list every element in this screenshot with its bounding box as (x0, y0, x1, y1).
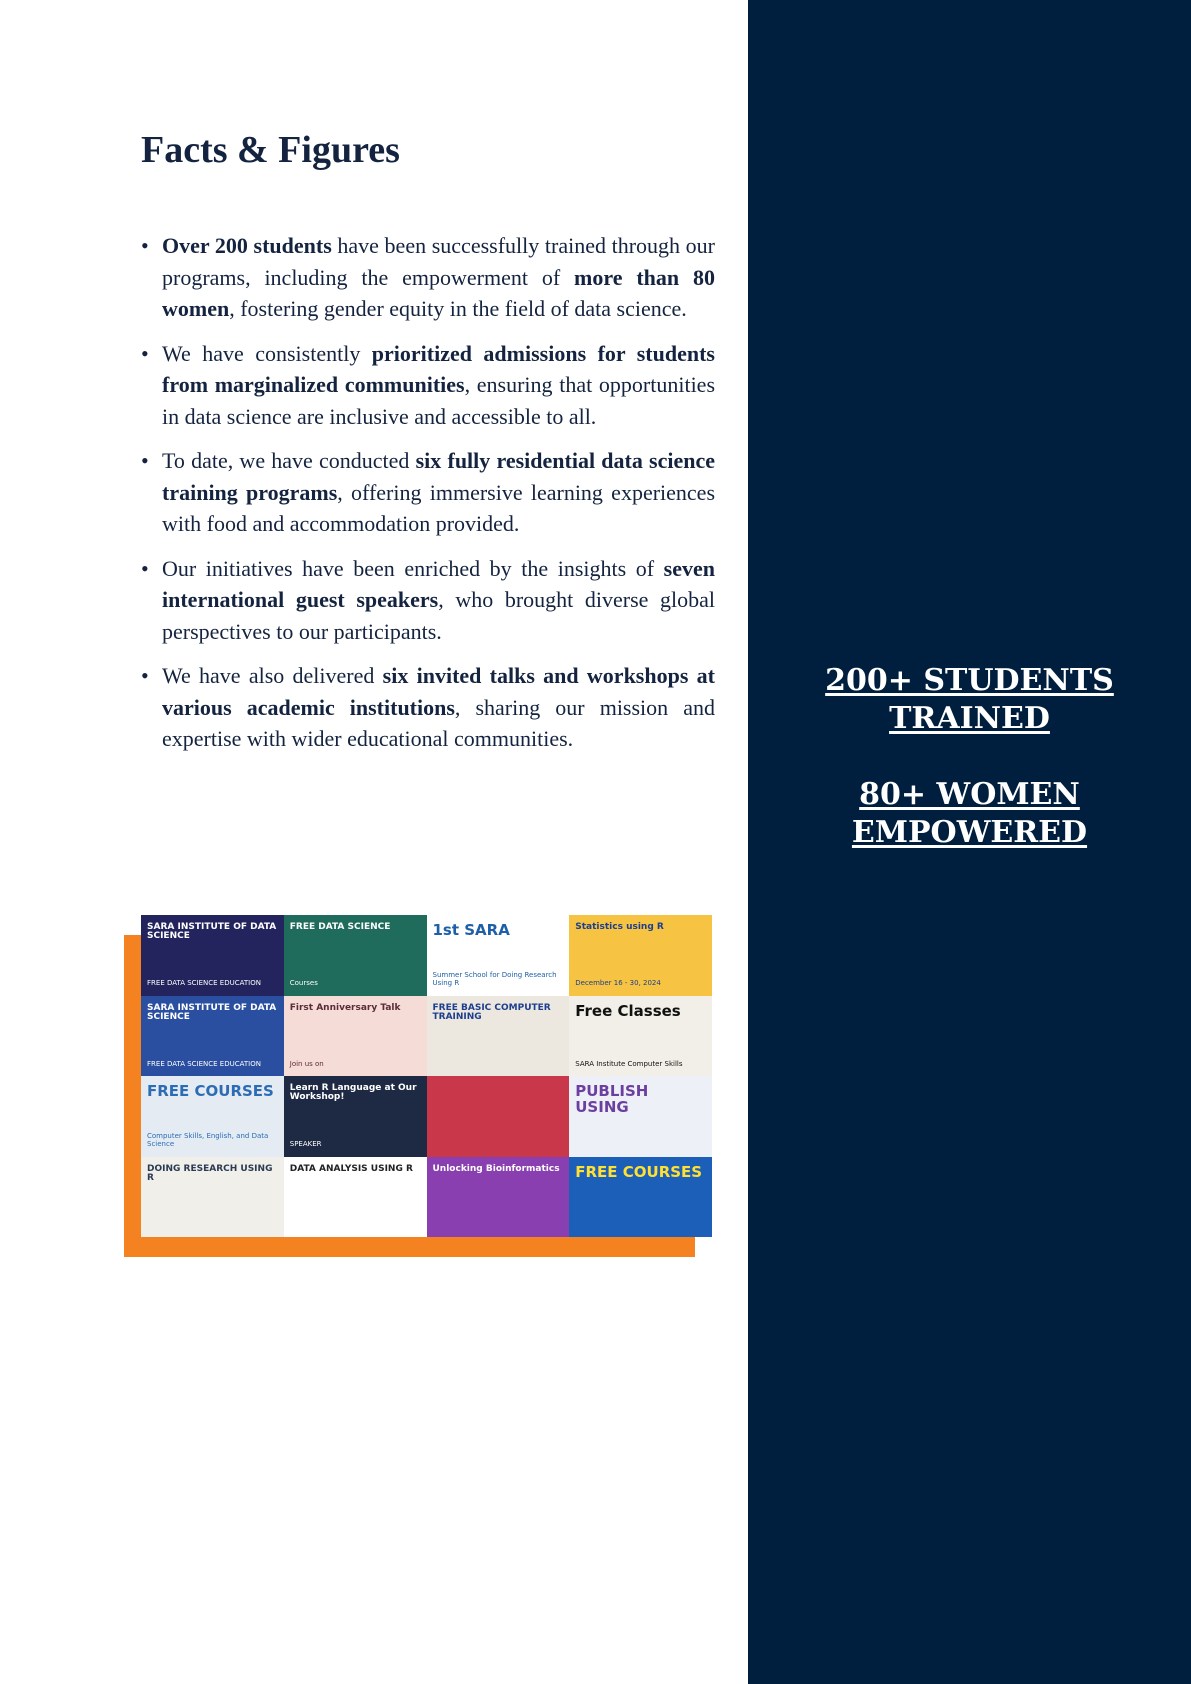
flyer-title: DOING RESEARCH USING R (147, 1163, 273, 1183)
flyer-tile (284, 1157, 427, 1238)
bullet-icon: • (141, 233, 149, 258)
fact-text: Our initiatives have been enriched by the insights of (162, 555, 664, 581)
flyer-collage (141, 915, 712, 1237)
flyer-title: Free Classes (575, 1001, 681, 1020)
flyer-title: SARA INSTITUTE OF DATA SCIENCE (147, 1002, 277, 1022)
flyer-subtitle: FREE DATA SCIENCE EDUCATION (147, 979, 261, 988)
fact-text: To date, we have conducted (162, 448, 416, 473)
facts-list (141, 230, 715, 768)
fact-text: , sharing our mission and expertise with wider educational communities. (162, 694, 715, 751)
fact-highlight: six fully residential data science training programs (162, 448, 715, 505)
fact-item (141, 553, 715, 648)
flyer-tile (141, 1157, 284, 1238)
flyer-subtitle: Summer School for Doing Research Using R (432, 970, 557, 988)
flyer-tile (427, 915, 570, 996)
stat-women-line1: 80+ WOMEN (859, 777, 1080, 812)
flyer-title: Unlocking Bioinformatics (432, 1163, 560, 1174)
flyer-title: FREE COURSES (147, 1082, 274, 1100)
flyer-title: FREE BASIC COMPUTER TRAINING (432, 1002, 551, 1022)
flyer-tile (569, 996, 712, 1077)
flyer-title: 1st SARA (432, 921, 510, 939)
flyer-tile (141, 1076, 284, 1157)
flyer-tile (569, 915, 712, 996)
flyer-title: Statistics using R (575, 922, 664, 932)
fact-item (141, 230, 715, 325)
flyer-tile (427, 1076, 570, 1157)
flyer-title: FREE COURSES (575, 1162, 703, 1181)
fact-highlight: prioritized admissions for students from marginalized communities (162, 340, 715, 397)
bullet-icon: • (141, 340, 149, 366)
stat-students-line2: TRAINED (889, 701, 1050, 736)
fact-item (141, 338, 715, 433)
page-title: Facts & Figures (141, 129, 400, 171)
flyer-subtitle: Courses (289, 979, 318, 988)
bullet-icon: • (141, 555, 149, 581)
flyer-subtitle: FREE DATA SCIENCE EDUCATION (147, 1059, 261, 1068)
fact-highlight: six invited talks and workshops at various academic institutions (162, 663, 715, 720)
fact-highlight: seven international guest speakers (162, 555, 715, 612)
flyer-tile (569, 1076, 712, 1157)
fact-highlight: more than 80 women (162, 264, 715, 321)
flyer-title: Learn R Language at Our Workshop! (289, 1083, 417, 1103)
flyer-title: SARA INSTITUTE OF DATA SCIENCE (147, 922, 277, 942)
flyer-tile (427, 996, 570, 1077)
flyer-title: First Anniversary Talk (289, 1002, 401, 1013)
fact-text: We have also delivered (162, 663, 383, 688)
flyer-tile (284, 1076, 427, 1157)
flyer-subtitle: December 16 - 30, 2024 (575, 979, 661, 988)
fact-text: , fostering gender equity in the field of data science. (229, 296, 687, 321)
flyer-subtitle: SPEAKER (289, 1140, 322, 1149)
sidebar-panel (748, 0, 1191, 1684)
bullet-icon: • (141, 448, 149, 473)
fact-text: , ensuring that opportunities in data science are inclusive and accessible to all. (162, 372, 716, 429)
flyer-tile (569, 1157, 712, 1238)
flyer-subtitle: Computer Skills, English, and Data Science (147, 1131, 269, 1149)
stat-students-line1: 200+ STUDENTS (825, 663, 1114, 698)
flyer-tile (427, 1157, 570, 1238)
flyer-tile (141, 915, 284, 996)
fact-text: have been successfully trained through our programs, including the empowerment of (162, 233, 715, 290)
flyer-tile (284, 915, 427, 996)
bullet-icon: • (141, 663, 149, 688)
flyer-title: PUBLISH USING (575, 1082, 649, 1116)
fact-text: , offering immersive learning experiences with food and accommodation provided. (162, 479, 715, 536)
fact-item (141, 660, 715, 755)
flyer-tile (284, 996, 427, 1077)
flyer-tile (141, 996, 284, 1077)
flyer-subtitle: Join us on (289, 1059, 324, 1068)
stat-students (748, 662, 1191, 738)
flyer-title: FREE DATA SCIENCE (289, 922, 391, 932)
fact-text: We have consistently (162, 340, 372, 366)
fact-highlight: Over 200 students (162, 233, 332, 258)
fact-item (141, 445, 715, 540)
flyer-subtitle: SARA Institute Computer Skills (575, 1059, 683, 1068)
stat-women-line2: EMPOWERED (851, 815, 1088, 850)
flyer-title: DATA ANALYSIS USING R (289, 1163, 413, 1174)
fact-text: , who brought diverse global perspectives to our participants. (162, 587, 715, 644)
stat-women (748, 776, 1191, 852)
